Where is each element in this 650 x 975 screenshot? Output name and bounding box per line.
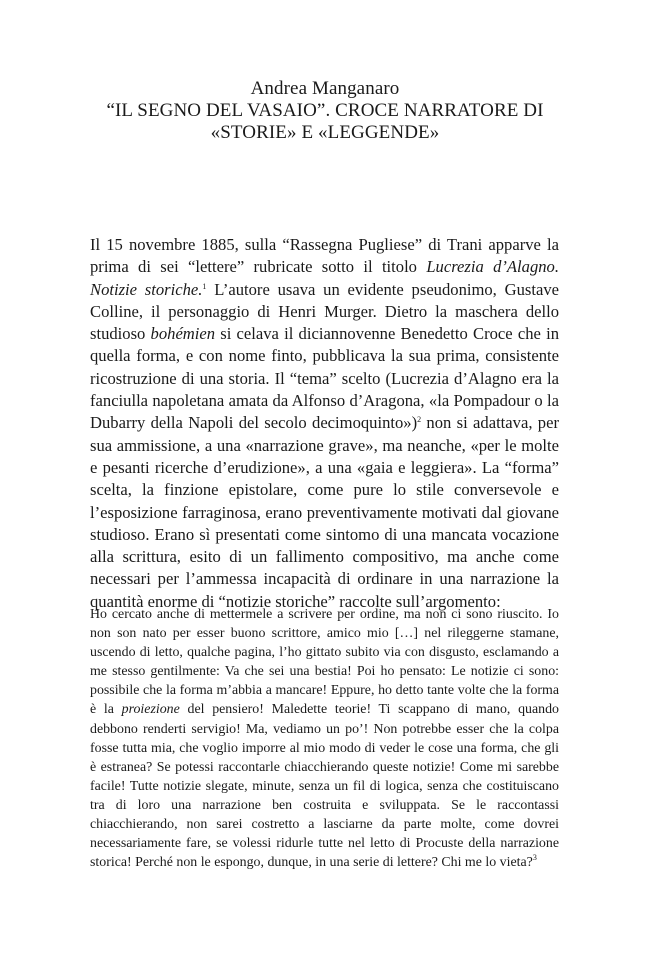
text-run: si celava il diciannovenne Benedetto Croce che in quella forma, e con nome finto, pubblicava la sua prima, consistente ricostruzione di una storia. Il “tema” scelto (Lucrezia d’Alagno era la fanciulla napoletana amata da Alfonso d’Aragona, «la Pompadour o la Dubarry della Napoli del secolo decimoquinto») [90, 324, 559, 433]
italic-word: proiezione [121, 702, 180, 718]
block-quote [90, 605, 559, 872]
footnote-ref-2[interactable]: 2 [417, 415, 422, 425]
italic-word: bohémien [150, 324, 216, 344]
text-run: L’autore usava un evidente pseudonimo, Gustave Colline, il personaggio di Henri Murger. Dietro la maschera dello studioso [90, 279, 559, 344]
paragraph [90, 234, 559, 613]
footnote-ref-1[interactable]: 1 [202, 281, 207, 291]
author-name: Andrea Manganaro [250, 78, 400, 99]
quote-paragraph [90, 605, 559, 872]
text-run: non si adattava, per sua ammissione, a una «narrazione grave», ma neanche, «per le molte e pesanti ricerche d’erudizione», a una «gaia e leggiera». La “forma” scelta, la finzione epistolare, come pure lo stile conversevole e l’esposizione farraginosa, erano preventivamente motivati dal giovane studioso. Erano sì presentati come sintomo di una mancata vocazione alla scrittura, esito di un fallimento compositivo, ma anche come necessari per l’ammessa incapacità di ordinare in una narrazione la quantità enorme di “notizie storiche” raccolte sull’argomento: [90, 413, 559, 611]
article-header [0, 78, 650, 144]
text-run: Il 15 novembre 1885, sulla “Rassegna Pugliese” di Trani apparve la prima di sei “lettere” rubricate sotto il titolo [90, 235, 559, 277]
article-title-line-2: «STORIE» E «LEGGENDE» [210, 122, 440, 143]
main-paragraph [90, 234, 559, 613]
footnote-ref-3[interactable]: 3 [532, 853, 537, 863]
italic-title: Lucrezia d’Alagno. Notizie storiche. [90, 257, 560, 299]
text-run: del pensiero! Maledette teorie! Ti scappano di mano, quando debbono renderti servigio! Ma, vediamo un po’! Non potrebbe esser che la colpa fosse tutta mia, che voglio imporre al mio modo di veder le cose una forma, che gli è estranea? Se potessi raccontarle chiacchierando queste notizie! Come mi sarebbe facile! Tutte notizie slegate, minute, senza un fil di logica, senza che costituiscano tra di loro una narrazione ben costruita e sviluppata. Se le raccontassi chiacchierando, non sarei costretto a lasciarne da parte molte, come dovrei necessariamente fare, se volessi ridurle tutte nel letto di Procuste della narrazione storica! Perché non le espongo, dunque, in una serie di lettere? Chi me lo vieta? [90, 702, 559, 871]
article-title-line-1: “IL SEGNO DEL VASAIO”. CROCE NARRATORE DI [106, 100, 544, 121]
text-run: Ho cercato anche di mettermele a scrivere per ordine, ma non ci sono riuscito. Io non son nato per esser buono scrittore, amico mio […] nel rileggerne stamane, uscendo di letto, qualche pagina, l’ho gittato subito via con disgusto, esclamando a me stesso gentilmente: Va che sei una bestia! Poi ho pensato: Le notizie ci sono: possibile che la forma m’abbia a mancare! Eppure, ho detto tante volte che la forma è la [90, 607, 559, 718]
